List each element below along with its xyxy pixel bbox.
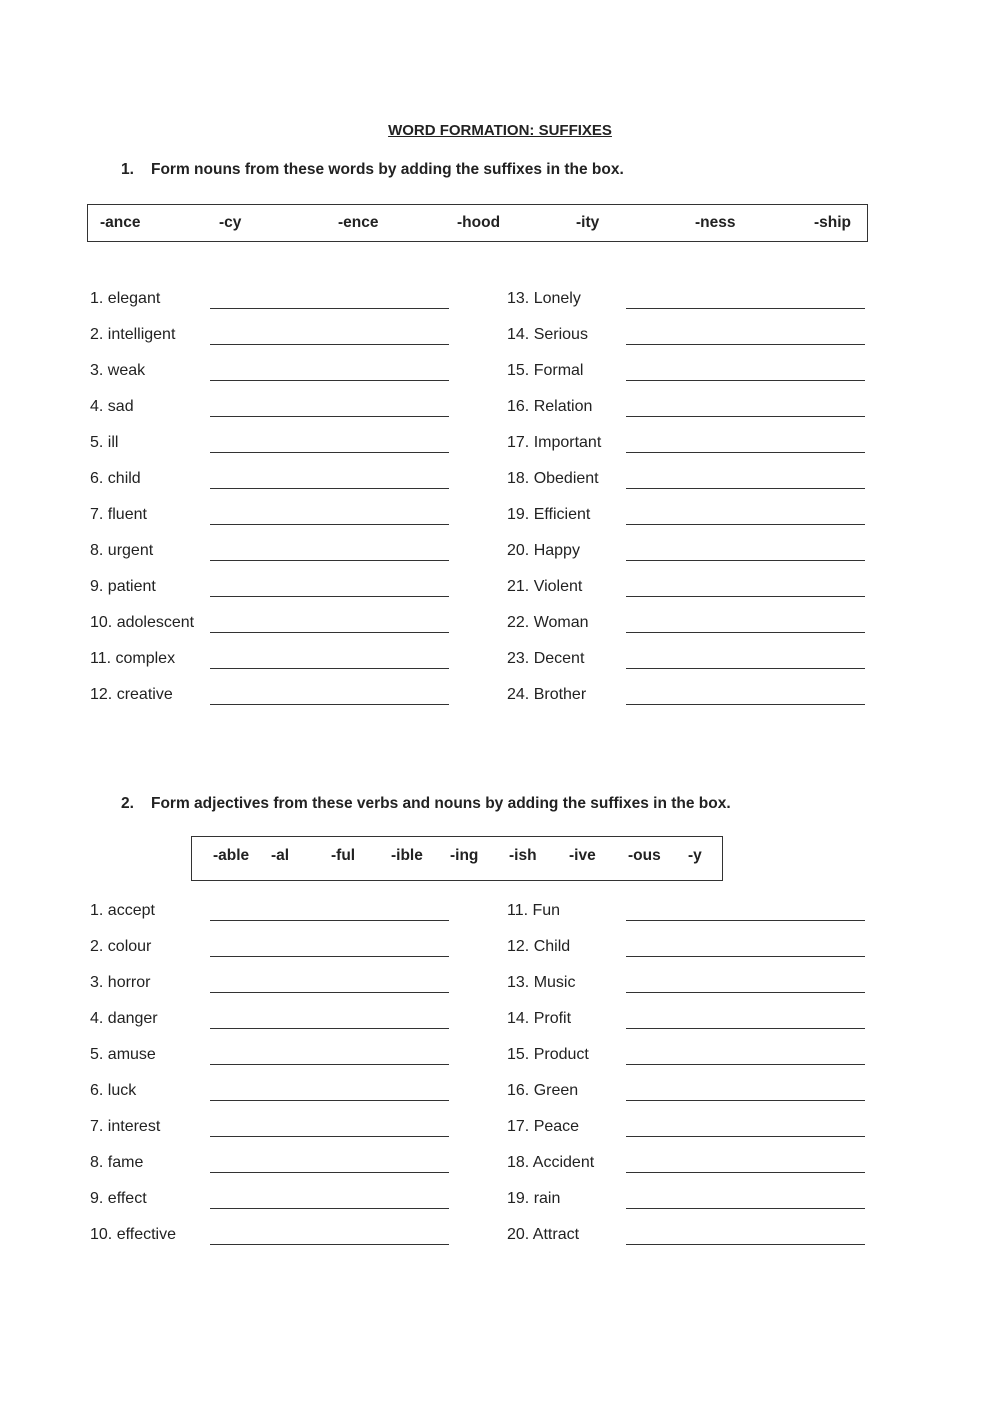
- exercise-item: [507, 974, 867, 998]
- answer-blank[interactable]: [210, 596, 449, 597]
- answer-blank[interactable]: [210, 1064, 449, 1065]
- section2-instruction-text: Form adjectives from these verbs and nouns by adding the suffixes in the box.: [151, 795, 731, 812]
- suffix-ous: -ous: [628, 847, 661, 864]
- exercise-item: [90, 1118, 450, 1142]
- answer-blank[interactable]: [626, 452, 865, 453]
- exercise-word: 5. ill: [90, 434, 119, 451]
- exercise-item: [507, 1118, 867, 1142]
- answer-blank[interactable]: [210, 308, 449, 309]
- answer-blank[interactable]: [210, 344, 449, 345]
- exercise-item: [507, 1190, 867, 1214]
- exercise-item: [90, 1046, 450, 1070]
- answer-blank[interactable]: [626, 344, 865, 345]
- exercise-word: 11. complex: [90, 650, 176, 667]
- suffix-able: -able: [213, 847, 250, 864]
- section2-instruction: [121, 795, 731, 813]
- answer-blank[interactable]: [210, 1244, 449, 1245]
- exercise-item: [90, 470, 450, 494]
- answer-blank[interactable]: [210, 380, 449, 381]
- answer-blank[interactable]: [210, 416, 449, 417]
- suffix-ing: -ing: [450, 847, 479, 864]
- worksheet-title: WORD FORMATION: SUFFIXES: [388, 122, 612, 139]
- answer-blank[interactable]: [626, 1100, 865, 1101]
- answer-blank[interactable]: [210, 560, 449, 561]
- exercise-item: [90, 902, 450, 926]
- answer-blank[interactable]: [210, 1136, 449, 1137]
- exercise-word: 8. urgent: [90, 542, 154, 559]
- exercise-word: 22. Woman: [507, 614, 589, 631]
- suffix-hood: -hood: [457, 214, 501, 231]
- exercise-word: 7. fluent: [90, 506, 147, 523]
- exercise-item: [90, 506, 450, 530]
- answer-blank[interactable]: [626, 308, 865, 309]
- exercise-word: 16. Green: [507, 1082, 579, 1099]
- answer-blank[interactable]: [626, 1064, 865, 1065]
- exercise-item: [90, 326, 450, 350]
- exercise-word: 17. Important: [507, 434, 602, 451]
- exercise-word: 18. Obedient: [507, 470, 599, 487]
- suffix-ful: -ful: [331, 847, 356, 864]
- suffix-al: -al: [271, 847, 290, 864]
- answer-blank[interactable]: [626, 1208, 865, 1209]
- section1-number: 1.: [121, 161, 134, 178]
- answer-blank[interactable]: [210, 668, 449, 669]
- exercise-word: 2. intelligent: [90, 326, 176, 343]
- answer-blank[interactable]: [210, 1208, 449, 1209]
- exercise-word: 23. Decent: [507, 650, 585, 667]
- answer-blank[interactable]: [626, 1172, 865, 1173]
- answer-blank[interactable]: [626, 992, 865, 993]
- exercise-word: 15. Product: [507, 1046, 589, 1063]
- exercise-item: [507, 686, 867, 710]
- exercise-item: [90, 362, 450, 386]
- exercise-word: 1. elegant: [90, 290, 161, 307]
- exercise-word: 6. luck: [90, 1082, 137, 1099]
- suffix-ence: -ence: [338, 214, 379, 231]
- exercise-word: 13. Lonely: [507, 290, 581, 307]
- exercise-word: 7. interest: [90, 1118, 161, 1135]
- exercise-item: [507, 614, 867, 638]
- suffix-ness: -ness: [695, 214, 736, 231]
- exercise-word: 9. effect: [90, 1190, 147, 1207]
- exercise-item: [507, 398, 867, 422]
- answer-blank[interactable]: [210, 920, 449, 921]
- exercise-item: [507, 470, 867, 494]
- exercise-item: [507, 902, 867, 926]
- exercise-item: [90, 1010, 450, 1034]
- exercise-item: [90, 434, 450, 458]
- answer-blank[interactable]: [626, 524, 865, 525]
- exercise-item: [90, 974, 450, 998]
- exercise-item: [507, 290, 867, 314]
- exercise-word: 10. adolescent: [90, 614, 195, 631]
- suffix-ity: -ity: [576, 214, 600, 231]
- exercise-word: 4. danger: [90, 1010, 158, 1027]
- exercise-word: 20. Happy: [507, 542, 580, 559]
- exercise-item: [507, 578, 867, 602]
- suffix-ship: -ship: [814, 214, 852, 231]
- exercise-item: [507, 1082, 867, 1106]
- answer-blank[interactable]: [626, 1244, 865, 1245]
- exercise-item: [507, 1154, 867, 1178]
- exercise-word: 3. horror: [90, 974, 151, 991]
- answer-blank[interactable]: [626, 668, 865, 669]
- answer-blank[interactable]: [210, 452, 449, 453]
- exercise-item: [90, 1154, 450, 1178]
- answer-blank[interactable]: [626, 596, 865, 597]
- exercise-word: 24. Brother: [507, 686, 587, 703]
- exercise-item: [507, 650, 867, 674]
- exercise-item: [507, 506, 867, 530]
- exercise-item: [90, 1082, 450, 1106]
- section1-instruction: [121, 161, 624, 179]
- suffix-ish: -ish: [509, 847, 537, 864]
- answer-blank[interactable]: [626, 920, 865, 921]
- answer-blank[interactable]: [626, 488, 865, 489]
- exercise-item: [507, 938, 867, 962]
- answer-blank[interactable]: [210, 1172, 449, 1173]
- exercise-word: 18. Accident: [507, 1154, 595, 1171]
- suffix-y: -y: [688, 847, 702, 864]
- answer-blank[interactable]: [210, 956, 449, 957]
- suffix-ance: -ance: [100, 214, 141, 231]
- exercise-item: [507, 362, 867, 386]
- answer-blank[interactable]: [210, 1100, 449, 1101]
- answer-blank[interactable]: [210, 1028, 449, 1029]
- exercise-item: [90, 614, 450, 638]
- exercise-item: [90, 938, 450, 962]
- exercise-item: [90, 398, 450, 422]
- exercise-word: 13. Music: [507, 974, 576, 991]
- exercise-word: 12. creative: [90, 686, 173, 703]
- exercise-item: [90, 1190, 450, 1214]
- answer-blank[interactable]: [626, 416, 865, 417]
- exercise-item: [507, 542, 867, 566]
- exercise-word: 20. Attract: [507, 1226, 580, 1243]
- exercise-item: [90, 542, 450, 566]
- answer-blank[interactable]: [626, 1136, 865, 1137]
- suffix-ive: -ive: [569, 847, 596, 864]
- answer-blank[interactable]: [626, 632, 865, 633]
- section1-instruction-text: Form nouns from these words by adding the suffixes in the box.: [151, 161, 624, 178]
- exercise-item: [90, 650, 450, 674]
- answer-blank[interactable]: [626, 956, 865, 957]
- exercise-word: 4. sad: [90, 398, 134, 415]
- exercise-item: [507, 326, 867, 350]
- exercise-item: [90, 578, 450, 602]
- exercise-word: 19. rain: [507, 1190, 561, 1207]
- answer-blank[interactable]: [210, 992, 449, 993]
- exercise-word: 9. patient: [90, 578, 156, 595]
- exercise-word: 2. colour: [90, 938, 152, 955]
- section2-number: 2.: [121, 795, 134, 812]
- exercise-word: 16. Relation: [507, 398, 593, 415]
- section1-suffix-box: [87, 204, 868, 242]
- exercise-item: [507, 1010, 867, 1034]
- exercise-word: 3. weak: [90, 362, 146, 379]
- exercise-word: 21. Violent: [507, 578, 583, 595]
- suffix-ible: -ible: [391, 847, 423, 864]
- exercise-word: 14. Serious: [507, 326, 588, 343]
- suffix-cy: -cy: [219, 214, 242, 231]
- answer-blank[interactable]: [210, 632, 449, 633]
- answer-blank[interactable]: [626, 380, 865, 381]
- exercise-word: 12. Child: [507, 938, 571, 955]
- exercise-item: [90, 1226, 450, 1250]
- exercise-word: 19. Efficient: [507, 506, 591, 523]
- exercise-word: 5. amuse: [90, 1046, 156, 1063]
- exercise-item: [507, 1046, 867, 1070]
- exercise-item: [90, 686, 450, 710]
- exercise-word: 15. Formal: [507, 362, 584, 379]
- exercise-item: [507, 1226, 867, 1250]
- exercise-word: 14. Profit: [507, 1010, 572, 1027]
- exercise-word: 11. Fun: [507, 902, 561, 919]
- exercise-word: 17. Peace: [507, 1118, 580, 1135]
- answer-blank[interactable]: [210, 524, 449, 525]
- answer-blank[interactable]: [626, 560, 865, 561]
- section2-suffix-box: [191, 836, 723, 881]
- answer-blank[interactable]: [210, 704, 449, 705]
- exercise-word: 6. child: [90, 470, 141, 487]
- exercise-word: 8. fame: [90, 1154, 144, 1171]
- exercise-word: 10. effective: [90, 1226, 176, 1243]
- exercise-item: [507, 434, 867, 458]
- answer-blank[interactable]: [626, 704, 865, 705]
- exercise-word: 1. accept: [90, 902, 155, 919]
- answer-blank[interactable]: [626, 1028, 865, 1029]
- answer-blank[interactable]: [210, 488, 449, 489]
- exercise-item: [90, 290, 450, 314]
